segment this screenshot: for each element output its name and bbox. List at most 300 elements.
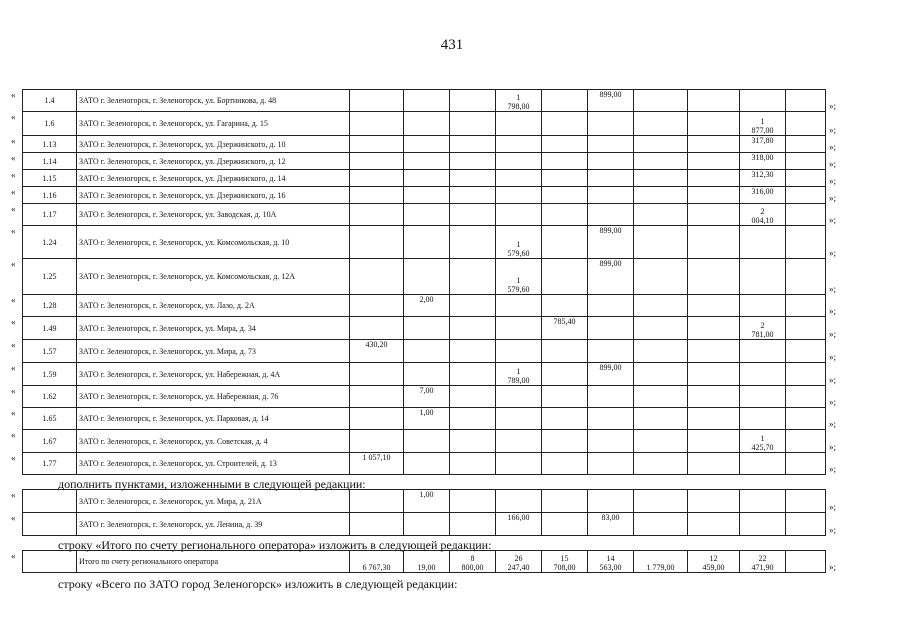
- value-cell-1: [350, 187, 404, 204]
- value-cell-9: [740, 490, 786, 513]
- row-end-mark: »;: [829, 502, 837, 512]
- table-row: [23, 136, 826, 153]
- value-cell-6: [588, 295, 634, 317]
- value-cell-5: [542, 363, 588, 386]
- added-table: [22, 489, 826, 536]
- row-number: 1.13: [23, 136, 77, 153]
- value-cell-5: [542, 136, 588, 153]
- open-quote-mark: «: [11, 317, 16, 327]
- row-end-mark: »;: [829, 159, 837, 169]
- value-cell-7: [634, 187, 688, 204]
- value-cell-6: [588, 170, 634, 187]
- value-cell-10: [786, 153, 826, 170]
- value-cell-8: [688, 513, 740, 536]
- address-cell: ЗАТО г. Зеленогорск, г. Зеленогорск, ул. Дзержинского, д. 10: [77, 136, 350, 153]
- row-end-mark: »;: [829, 442, 837, 452]
- row-number: 1.14: [23, 153, 77, 170]
- value-cell-5: [542, 295, 588, 317]
- value-cell-6: 899,00: [588, 90, 634, 112]
- value-cell-10: [786, 340, 826, 363]
- value-cell-7: [634, 153, 688, 170]
- value-cell-7: [634, 259, 688, 295]
- value-cell-3: [450, 408, 496, 430]
- address-cell: ЗАТО г. Зеленогорск, г. Зеленогорск, ул. Гагарина, д. 15: [77, 112, 350, 136]
- value-cell-8: [688, 363, 740, 386]
- open-quote-mark: «: [11, 170, 16, 180]
- value-cell-3: [450, 340, 496, 363]
- value-cell-1: [350, 408, 404, 430]
- value-cell-3: [450, 363, 496, 386]
- row-number: 1.67: [23, 430, 77, 453]
- value-cell-7: [634, 170, 688, 187]
- value-cell-4: [496, 295, 542, 317]
- row-end-mark: »;: [829, 101, 837, 111]
- value-cell-7: [634, 408, 688, 430]
- value-cell-3: [450, 386, 496, 408]
- value-cell-5: [542, 259, 588, 295]
- open-quote-mark: «: [11, 187, 16, 197]
- value-cell-5: [542, 170, 588, 187]
- row-number: [23, 513, 77, 536]
- value-cell-8: [688, 187, 740, 204]
- address-cell: ЗАТО г. Зеленогорск, г. Зеленогорск, ул. Набережная, д. 4А: [77, 363, 350, 386]
- address-cell: ЗАТО г. Зеленогорск, г. Зеленогорск, ул. Мира, д. 21А: [77, 490, 350, 513]
- value-cell-5: [542, 204, 588, 226]
- value-cell-8: [688, 204, 740, 226]
- row-end-mark: »;: [829, 329, 837, 339]
- row-number: [23, 490, 77, 513]
- open-quote-mark: «: [11, 363, 16, 373]
- value-cell-7: 1 779,00: [634, 551, 688, 573]
- value-cell-8: [688, 317, 740, 340]
- value-cell-6: [588, 453, 634, 475]
- value-cell-7: [634, 513, 688, 536]
- value-cell-8: [688, 112, 740, 136]
- value-cell-9: 2 781,00: [740, 317, 786, 340]
- value-cell-7: [634, 226, 688, 259]
- value-cell-7: [634, 136, 688, 153]
- row-number: 1.57: [23, 340, 77, 363]
- value-cell-7: [634, 363, 688, 386]
- row-end-mark: »;: [829, 419, 837, 429]
- address-cell: ЗАТО г. Зеленогорск, г. Зеленогорск, ул. Ленина, д. 39: [77, 513, 350, 536]
- value-cell-8: [688, 136, 740, 153]
- page-number: 431: [440, 37, 464, 53]
- row-end-mark: »;: [829, 248, 837, 258]
- value-cell-2: 7,00: [404, 386, 450, 408]
- value-cell-5: [542, 340, 588, 363]
- table-row: [23, 430, 826, 453]
- value-cell-5: [542, 226, 588, 259]
- address-cell: ЗАТО г. Зеленогорск, г. Зеленогорск, ул. Парковая, д. 14: [77, 408, 350, 430]
- value-cell-10: [786, 204, 826, 226]
- value-cell-10: [786, 295, 826, 317]
- value-cell-10: [786, 136, 826, 153]
- value-cell-4: [496, 136, 542, 153]
- value-cell-4: [496, 453, 542, 475]
- table-row: [23, 513, 826, 536]
- value-cell-1: [350, 90, 404, 112]
- value-cell-5: [542, 513, 588, 536]
- row-number: 1.4: [23, 90, 77, 112]
- value-cell-1: [350, 259, 404, 295]
- value-cell-3: [450, 90, 496, 112]
- value-cell-6: 14 563,00: [588, 551, 634, 573]
- value-cell-1: [350, 170, 404, 187]
- value-cell-4: [496, 490, 542, 513]
- value-cell-4: [496, 317, 542, 340]
- value-cell-1: [350, 204, 404, 226]
- value-cell-4: 1 579,60: [496, 226, 542, 259]
- row-number: 1.25: [23, 259, 77, 295]
- value-cell-4: [496, 386, 542, 408]
- value-cell-1: 6 767,30: [350, 551, 404, 573]
- row-number: 1.59: [23, 363, 77, 386]
- value-cell-7: [634, 204, 688, 226]
- value-cell-9: 318,00: [740, 153, 786, 170]
- open-quote-mark: «: [11, 112, 16, 122]
- open-quote-mark: «: [11, 453, 16, 463]
- value-cell-1: [350, 136, 404, 153]
- value-cell-3: [450, 226, 496, 259]
- value-cell-9: [740, 363, 786, 386]
- value-cell-7: [634, 490, 688, 513]
- value-cell-1: [350, 153, 404, 170]
- value-cell-10: [786, 112, 826, 136]
- value-cell-10: [786, 551, 826, 573]
- value-cell-4: 1 579,60: [496, 259, 542, 295]
- value-cell-9: 1 877,00: [740, 112, 786, 136]
- value-cell-8: [688, 295, 740, 317]
- table-row: [23, 259, 826, 295]
- value-cell-2: [404, 136, 450, 153]
- value-cell-10: [786, 226, 826, 259]
- value-cell-10: [786, 490, 826, 513]
- total-row: [23, 551, 826, 573]
- value-cell-1: [350, 513, 404, 536]
- table-row: [23, 112, 826, 136]
- value-cell-4: [496, 430, 542, 453]
- value-cell-9: 2 004,10: [740, 204, 786, 226]
- row-end-mark: »;: [829, 397, 837, 407]
- value-cell-3: [450, 453, 496, 475]
- address-cell: ЗАТО г. Зеленогорск, г. Зеленогорск, ул. Дзержинского, д. 14: [77, 170, 350, 187]
- address-cell: ЗАТО г. Зеленогорск, г. Зеленогорск, ул. Комсомольская, д. 10: [77, 226, 350, 259]
- value-cell-8: [688, 226, 740, 259]
- value-cell-2: [404, 453, 450, 475]
- value-cell-8: [688, 90, 740, 112]
- value-cell-8: [688, 408, 740, 430]
- value-cell-3: [450, 259, 496, 295]
- table-row: [23, 153, 826, 170]
- value-cell-3: 8 800,00: [450, 551, 496, 573]
- value-cell-2: [404, 112, 450, 136]
- value-cell-8: [688, 170, 740, 187]
- value-cell-3: [450, 317, 496, 340]
- value-cell-6: [588, 430, 634, 453]
- value-cell-2: 2,00: [404, 295, 450, 317]
- value-cell-8: [688, 490, 740, 513]
- value-cell-6: [588, 340, 634, 363]
- open-quote-mark: «: [11, 513, 16, 523]
- table-row: [23, 317, 826, 340]
- value-cell-1: [350, 363, 404, 386]
- value-cell-7: [634, 317, 688, 340]
- value-cell-6: [588, 386, 634, 408]
- value-cell-9: 317,80: [740, 136, 786, 153]
- value-cell-5: [542, 408, 588, 430]
- open-quote-mark: «: [11, 226, 16, 236]
- value-cell-6: [588, 153, 634, 170]
- value-cell-6: [588, 187, 634, 204]
- open-quote-mark: «: [11, 551, 16, 561]
- open-quote-mark: «: [11, 136, 16, 146]
- value-cell-2: [404, 187, 450, 204]
- row-end-mark: »;: [829, 215, 837, 225]
- value-cell-2: [404, 90, 450, 112]
- value-cell-8: [688, 340, 740, 363]
- value-cell-8: [688, 430, 740, 453]
- row-number: [23, 551, 77, 573]
- address-cell: ЗАТО г. Зеленогорск, г. Зеленогорск, ул. Строителей, д. 13: [77, 453, 350, 475]
- value-cell-10: [786, 430, 826, 453]
- value-cell-4: [496, 112, 542, 136]
- table-row: [23, 386, 826, 408]
- address-cell: ЗАТО г. Зеленогорск, г. Зеленогорск, ул. Заводская, д. 10А: [77, 204, 350, 226]
- table-row: [23, 453, 826, 475]
- open-quote-mark: «: [11, 408, 16, 418]
- open-quote-mark: «: [11, 259, 16, 269]
- value-cell-4: 1 789,00: [496, 363, 542, 386]
- value-cell-7: [634, 112, 688, 136]
- value-cell-4: 1 798,00: [496, 90, 542, 112]
- value-cell-10: [786, 453, 826, 475]
- row-number: 1.17: [23, 204, 77, 226]
- value-cell-7: [634, 90, 688, 112]
- value-cell-1: [350, 317, 404, 340]
- value-cell-2: [404, 363, 450, 386]
- value-cell-8: [688, 259, 740, 295]
- value-cell-5: 15 708,00: [542, 551, 588, 573]
- value-cell-7: [634, 340, 688, 363]
- value-cell-4: [496, 153, 542, 170]
- row-end-mark: »;: [829, 284, 837, 294]
- value-cell-5: [542, 490, 588, 513]
- open-quote-mark: «: [11, 153, 16, 163]
- value-cell-7: [634, 453, 688, 475]
- value-cell-6: [588, 112, 634, 136]
- open-quote-mark: «: [11, 90, 16, 100]
- value-cell-1: 1 057,10: [350, 453, 404, 475]
- table-row: [23, 363, 826, 386]
- value-cell-9: [740, 386, 786, 408]
- value-cell-3: [450, 153, 496, 170]
- open-quote-mark: «: [11, 204, 16, 214]
- value-cell-10: [786, 90, 826, 112]
- table-row: [23, 490, 826, 513]
- value-cell-6: 899,00: [588, 363, 634, 386]
- value-cell-2: [404, 513, 450, 536]
- table-row: [23, 226, 826, 259]
- value-cell-5: [542, 386, 588, 408]
- value-cell-9: [740, 259, 786, 295]
- value-cell-5: 785,40: [542, 317, 588, 340]
- row-end-mark: »;: [829, 525, 837, 535]
- value-cell-3: [450, 295, 496, 317]
- value-cell-6: [588, 490, 634, 513]
- value-cell-2: [404, 430, 450, 453]
- value-cell-9: 1 425,70: [740, 430, 786, 453]
- table-row: [23, 204, 826, 226]
- value-cell-9: [740, 513, 786, 536]
- value-cell-10: [786, 363, 826, 386]
- open-quote-mark: «: [11, 295, 16, 305]
- address-cell: ЗАТО г. Зеленогорск, г. Зеленогорск, ул. Мира, д. 73: [77, 340, 350, 363]
- value-cell-2: 1,00: [404, 490, 450, 513]
- value-cell-6: [588, 204, 634, 226]
- address-cell: ЗАТО г. Зеленогорск, г. Зеленогорск, ул. Лазо, д. 2А: [77, 295, 350, 317]
- value-cell-3: [450, 112, 496, 136]
- address-cell: ЗАТО г. Зеленогорск, г. Зеленогорск, ул. Бортникова, д. 48: [77, 90, 350, 112]
- row-number: 1.6: [23, 112, 77, 136]
- value-cell-8: 12 459,00: [688, 551, 740, 573]
- open-quote-mark: «: [11, 386, 16, 396]
- row-number: 1.24: [23, 226, 77, 259]
- value-cell-1: [350, 112, 404, 136]
- value-cell-8: [688, 153, 740, 170]
- row-number: 1.15: [23, 170, 77, 187]
- row-end-mark: »;: [829, 176, 837, 186]
- value-cell-5: [542, 430, 588, 453]
- value-cell-3: [450, 204, 496, 226]
- value-cell-4: 166,00: [496, 513, 542, 536]
- table-row: [23, 90, 826, 112]
- value-cell-9: 316,00: [740, 187, 786, 204]
- total-table: [22, 550, 826, 573]
- value-cell-9: [740, 90, 786, 112]
- value-cell-10: [786, 386, 826, 408]
- row-end-mark: »;: [829, 375, 837, 385]
- value-cell-1: [350, 295, 404, 317]
- value-cell-2: 19,00: [404, 551, 450, 573]
- value-cell-10: [786, 187, 826, 204]
- row-number: 1.77: [23, 453, 77, 475]
- value-cell-8: [688, 453, 740, 475]
- address-cell: ЗАТО г. Зеленогорск, г. Зеленогорск, ул. Набережная, д. 76: [77, 386, 350, 408]
- row-end-mark: »;: [829, 142, 837, 152]
- row-end-mark: »;: [829, 352, 837, 362]
- table-row: [23, 340, 826, 363]
- value-cell-1: [350, 490, 404, 513]
- note-all: строку «Всего по ЗАТО город Зеленогорск» изложить в следующей редакции:: [58, 577, 458, 591]
- value-cell-4: [496, 187, 542, 204]
- value-cell-9: [740, 408, 786, 430]
- value-cell-6: 899,00: [588, 259, 634, 295]
- row-number: 1.62: [23, 386, 77, 408]
- open-quote-mark: «: [11, 340, 16, 350]
- value-cell-2: 1,00: [404, 408, 450, 430]
- address-cell: ЗАТО г. Зеленогорск, г. Зеленогорск, ул. Дзержинского, д. 16: [77, 187, 350, 204]
- value-cell-4: [496, 170, 542, 187]
- value-cell-9: [740, 295, 786, 317]
- value-cell-1: [350, 430, 404, 453]
- value-cell-9: [740, 453, 786, 475]
- value-cell-5: [542, 90, 588, 112]
- value-cell-6: [588, 317, 634, 340]
- value-cell-3: [450, 513, 496, 536]
- open-quote-mark: «: [11, 430, 16, 440]
- table-row: [23, 295, 826, 317]
- note-add: дополнить пунктами, изложенными в следующей редакции:: [58, 477, 366, 491]
- table-row: [23, 170, 826, 187]
- value-cell-3: [450, 187, 496, 204]
- value-cell-6: 899,00: [588, 226, 634, 259]
- value-cell-1: [350, 386, 404, 408]
- value-cell-4: [496, 204, 542, 226]
- value-cell-4: 26 247,40: [496, 551, 542, 573]
- value-cell-7: [634, 295, 688, 317]
- total-label: Итого по счету регионального оператора: [77, 551, 350, 573]
- note-total: строку «Итого по счету регионального оператора» изложить в следующей редакции:: [58, 538, 492, 552]
- value-cell-10: [786, 513, 826, 536]
- row-end-mark: »;: [829, 464, 837, 474]
- value-cell-3: [450, 490, 496, 513]
- row-end-mark: »;: [829, 562, 837, 572]
- table-row: [23, 187, 826, 204]
- value-cell-4: [496, 340, 542, 363]
- row-end-mark: »;: [829, 306, 837, 316]
- value-cell-7: [634, 386, 688, 408]
- value-cell-1: 430,20: [350, 340, 404, 363]
- value-cell-6: [588, 136, 634, 153]
- value-cell-2: [404, 259, 450, 295]
- value-cell-1: [350, 226, 404, 259]
- value-cell-10: [786, 170, 826, 187]
- value-cell-9: [740, 226, 786, 259]
- main-table: [22, 89, 826, 475]
- value-cell-3: [450, 170, 496, 187]
- value-cell-9: [740, 340, 786, 363]
- value-cell-2: [404, 226, 450, 259]
- row-number: 1.49: [23, 317, 77, 340]
- row-end-mark: »;: [829, 193, 837, 203]
- value-cell-6: [588, 408, 634, 430]
- open-quote-mark: «: [11, 490, 16, 500]
- value-cell-2: [404, 170, 450, 187]
- value-cell-3: [450, 136, 496, 153]
- row-number: 1.28: [23, 295, 77, 317]
- value-cell-2: [404, 317, 450, 340]
- value-cell-2: [404, 340, 450, 363]
- value-cell-10: [786, 317, 826, 340]
- value-cell-7: [634, 430, 688, 453]
- value-cell-4: [496, 408, 542, 430]
- table-row: [23, 408, 826, 430]
- address-cell: ЗАТО г. Зеленогорск, г. Зеленогорск, ул. Комсомольская, д. 12А: [77, 259, 350, 295]
- address-cell: ЗАТО г. Зеленогорск, г. Зеленогорск, ул. Дзержинского, д. 12: [77, 153, 350, 170]
- address-cell: ЗАТО г. Зеленогорск, г. Зеленогорск, ул. Мира, д. 34: [77, 317, 350, 340]
- row-end-mark: »;: [829, 125, 837, 135]
- value-cell-5: [542, 187, 588, 204]
- value-cell-2: [404, 153, 450, 170]
- value-cell-6: 83,00: [588, 513, 634, 536]
- row-number: 1.65: [23, 408, 77, 430]
- value-cell-10: [786, 259, 826, 295]
- value-cell-8: [688, 386, 740, 408]
- value-cell-5: [542, 153, 588, 170]
- value-cell-3: [450, 430, 496, 453]
- row-number: 1.16: [23, 187, 77, 204]
